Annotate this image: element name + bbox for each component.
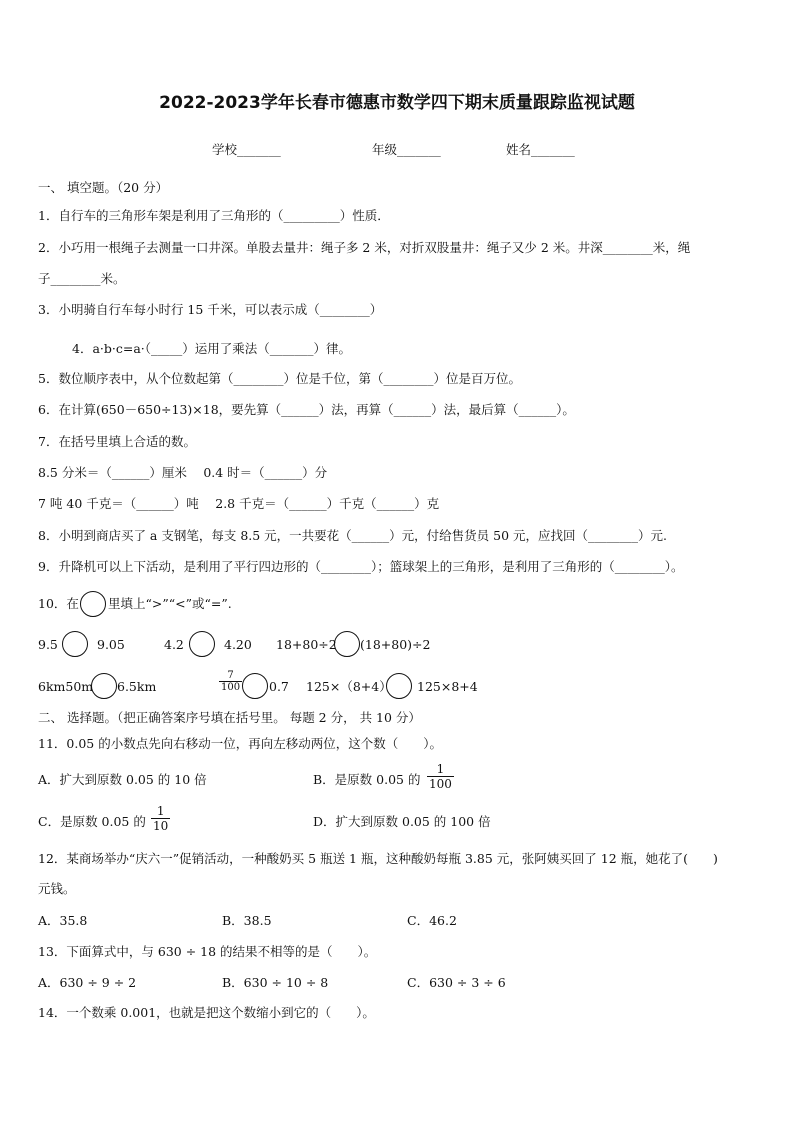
grade-field: 年级_______ <box>372 142 441 157</box>
compare-d-circle[interactable] <box>91 673 117 699</box>
q11-option-b-fraction <box>427 762 454 791</box>
q13-option-c: C．630 ÷ 3 ÷ 6 <box>407 975 506 990</box>
question-6: 6．在计算(650－650÷13)×18，要先算（______）法，再算（______）法，最后算（______）。 <box>38 402 575 417</box>
question-5: 5．数位顺序表中，从个位数起第（________）位是千位，第（________）位是百万位。 <box>38 371 521 386</box>
compare-f-right: 125×8+4 <box>417 679 478 694</box>
question-7: 7．在括号里填上合适的数。 <box>38 434 196 449</box>
question-14: 14．一个数乘 0.001，也就是把这个数缩小到它的（ ）。 <box>38 1005 375 1020</box>
school-field: 学校_______ <box>212 142 281 157</box>
compare-d-right: 6.5km <box>117 679 157 694</box>
fraction-numerator: 7 <box>227 670 234 681</box>
question-7-row-a: 8.5 分米＝（______）厘米 0.4 时＝（______）分 <box>38 465 328 480</box>
compare-d-left: 6km50m <box>38 679 94 694</box>
q11-option-d: D．扩大到原数 0.05 的 100 倍 <box>313 814 491 829</box>
question-12-line-1: 12．某商场举办“庆六一”促销活动，一种酸奶买 5 瓶送 1 瓶，这种酸奶每瓶 3.85 元，张阿姨买回了 12 瓶，她花了( ) <box>38 851 718 866</box>
compare-a-circle[interactable] <box>62 631 88 657</box>
question-13: 13．下面算式中，与 630 ÷ 18 的结果不相等的是（ ）。 <box>38 944 377 959</box>
q12-option-c: C．46.2 <box>407 913 457 928</box>
question-2-line-2: 子________米。 <box>38 271 126 286</box>
q12-option-a: A．35.8 <box>38 913 88 928</box>
question-7-row-b: 7 吨 40 千克＝（______）吨 2.8 千克＝（______）千克（______）克 <box>38 496 440 511</box>
question-8: 8．小明到商店买了 a 支钢笔，每支 8.5 元，一共要花（______）元，付给售货员 50 元，应找回（________）元. <box>38 528 668 543</box>
fraction-denominator: 100 <box>221 682 241 693</box>
q13-option-a: A．630 ÷ 9 ÷ 2 <box>38 975 137 990</box>
compare-b-left: 4.2 <box>164 637 184 652</box>
question-11: 11．0.05 的小数点先向右移动一位，再向左移动两位，这个数（ ）。 <box>38 736 442 751</box>
compare-c-left: 18+80÷2 <box>276 637 337 652</box>
name-field: 姓名_______ <box>506 142 575 157</box>
section-2-heading: 二、 选择题。（把正确答案序号填在括号里。 每题 2 分， 共 10 分） <box>38 710 421 725</box>
compare-a-left: 9.5 <box>38 637 58 652</box>
compare-a-right: 9.05 <box>97 637 125 652</box>
question-2-line-1: 2．小巧用一根绳子去测量一口井深。单股去量井：绳子多 2 米，对折双股量井：绳子又少 2 米。井深________米，绳 <box>38 240 691 255</box>
question-3: 3．小明骑自行车每小时行 15 千米，可以表示成（________） <box>38 302 383 317</box>
compare-b-circle[interactable] <box>189 631 215 657</box>
fraction-denominator: 10 <box>153 819 169 833</box>
compare-e-circle[interactable] <box>242 673 268 699</box>
compare-circle <box>80 591 106 617</box>
question-1: 1．自行车的三角形车架是利用了三角形的（_________）性质． <box>38 208 390 223</box>
compare-c-circle[interactable] <box>334 631 360 657</box>
fraction-denominator: 100 <box>429 777 452 791</box>
compare-f-left: 125×（8+4） <box>306 679 392 694</box>
compare-e-fraction <box>219 670 242 693</box>
compare-c-right: (18+80)÷2 <box>360 637 431 652</box>
q13-option-b: B．630 ÷ 10 ÷ 8 <box>222 975 329 990</box>
page-title: 2022-2023学年长春市德惠市数学四下期末质量跟踪监视试题 <box>159 93 635 113</box>
compare-e-right: 0.7 <box>269 679 289 694</box>
fraction-numerator: 1 <box>156 804 165 818</box>
q11-option-c-fraction <box>151 804 170 833</box>
q11-option-c: C．是原数 0.05 的 <box>38 814 146 829</box>
q11-option-a: A．扩大到原数 0.05 的 10 倍 <box>38 772 207 787</box>
question-12-line-2: 元钱。 <box>38 881 76 896</box>
question-10-prefix: 10．在 <box>38 596 79 611</box>
compare-f-circle[interactable] <box>386 673 412 699</box>
question-9: 9．升降机可以上下活动，是利用了平行四边形的（________）；篮球架上的三角形，是利用了三角形的（________）。 <box>38 559 684 574</box>
section-1-heading: 一、 填空题。（20 分） <box>38 180 169 195</box>
q11-option-b: B．是原数 0.05 的 <box>313 772 421 787</box>
question-10-instruction: 里填上“>”“<”或“=”. <box>108 596 232 611</box>
question-4: 4．a·b·c=a·（_____）运用了乘法（_______）律。 <box>72 341 352 356</box>
fraction-numerator: 1 <box>436 762 445 776</box>
q12-option-b: B．38.5 <box>222 913 272 928</box>
compare-b-right: 4.20 <box>224 637 252 652</box>
